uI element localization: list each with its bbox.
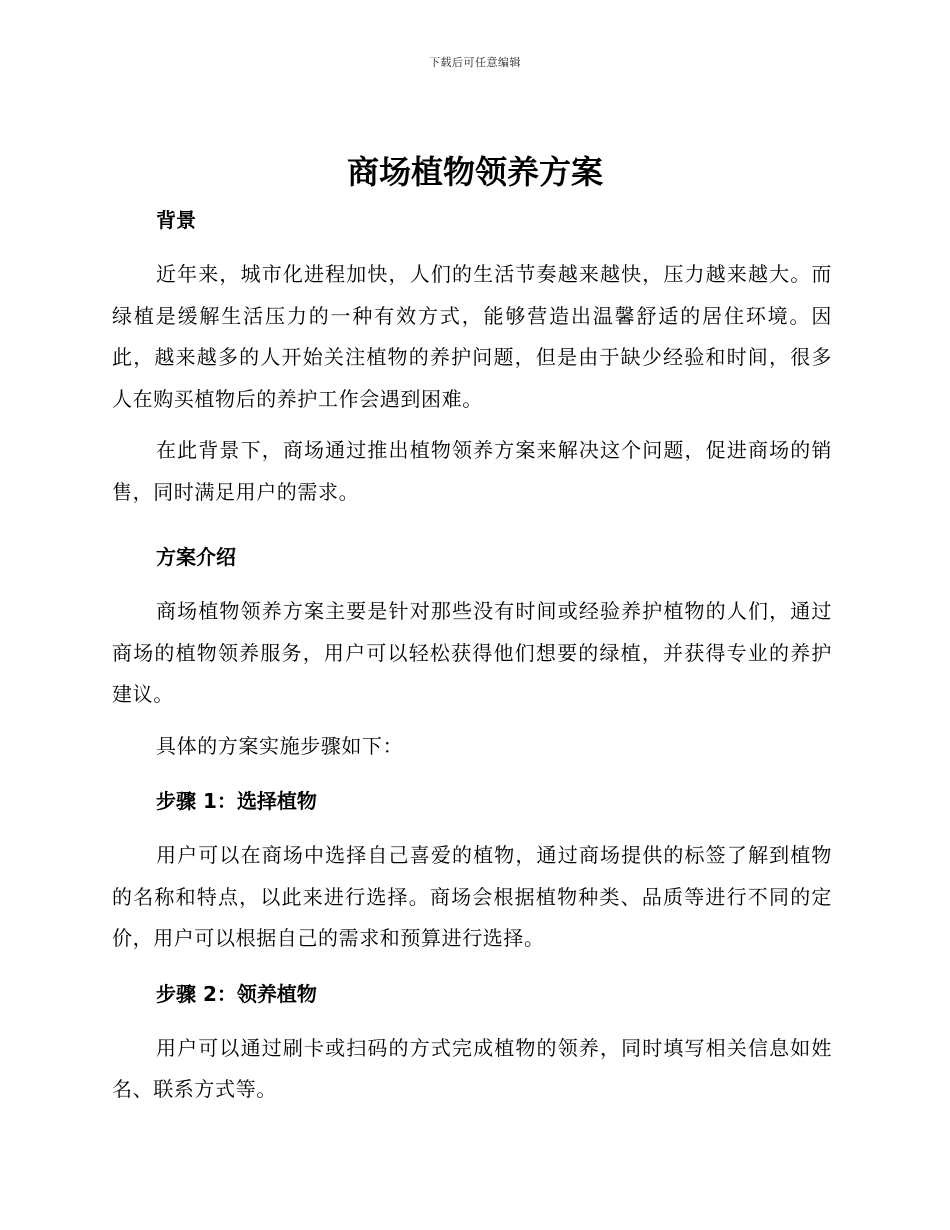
section-heading-plan: 方案介绍	[156, 545, 236, 569]
paragraph-background-2: 在此背景下，商场通过推出植物领养方案来解决这个问题，促进商场的销售，同时满足用户的需求。	[112, 438, 832, 504]
document-body	[112, 202, 832, 1111]
paragraph-plan-2: 具体的方案实施步骤如下：	[156, 733, 404, 758]
paragraph-plan-1: 商场植物领养方案主要是针对那些没有时间或经验养护植物的人们，通过商场的植物领养服务，用户可以轻松获得他们想要的绿植，并获得专业的养护建议。	[112, 599, 832, 706]
section-heading-step1: 步骤 1：选择植物	[156, 789, 317, 813]
paragraph-step2: 用户可以通过刷卡或扫码的方式完成植物的领养，同时填写相关信息如姓名、联系方式等。	[112, 1035, 832, 1101]
paragraph-step1: 用户可以在商场中选择自己喜爱的植物，通过商场提供的标签了解到植物的名称和特点，以此来进行选择。商场会根据植物种类、品质等进行不同的定价，用户可以根据自己的需求和预算进行选择。	[112, 843, 832, 950]
section-heading-background: 背景	[156, 208, 196, 232]
document-title: 商场植物领养方案	[346, 153, 603, 191]
section-heading-step2: 步骤 2：领养植物	[156, 981, 317, 1006]
paragraph-background-1: 近年来，城市化进程加快，人们的生活节奏越来越快，压力越来越大。而绿植是缓解生活压力的一种有效方式，能够营造出温馨舒适的居住环境。因此，越来越多的人开始关注植物的养护问题，但是由于缺少经验和时间，很多人在购买植物后的养护工作会遇到困难。	[112, 262, 832, 411]
page-header-note: 下载后可任意编辑	[429, 56, 521, 69]
